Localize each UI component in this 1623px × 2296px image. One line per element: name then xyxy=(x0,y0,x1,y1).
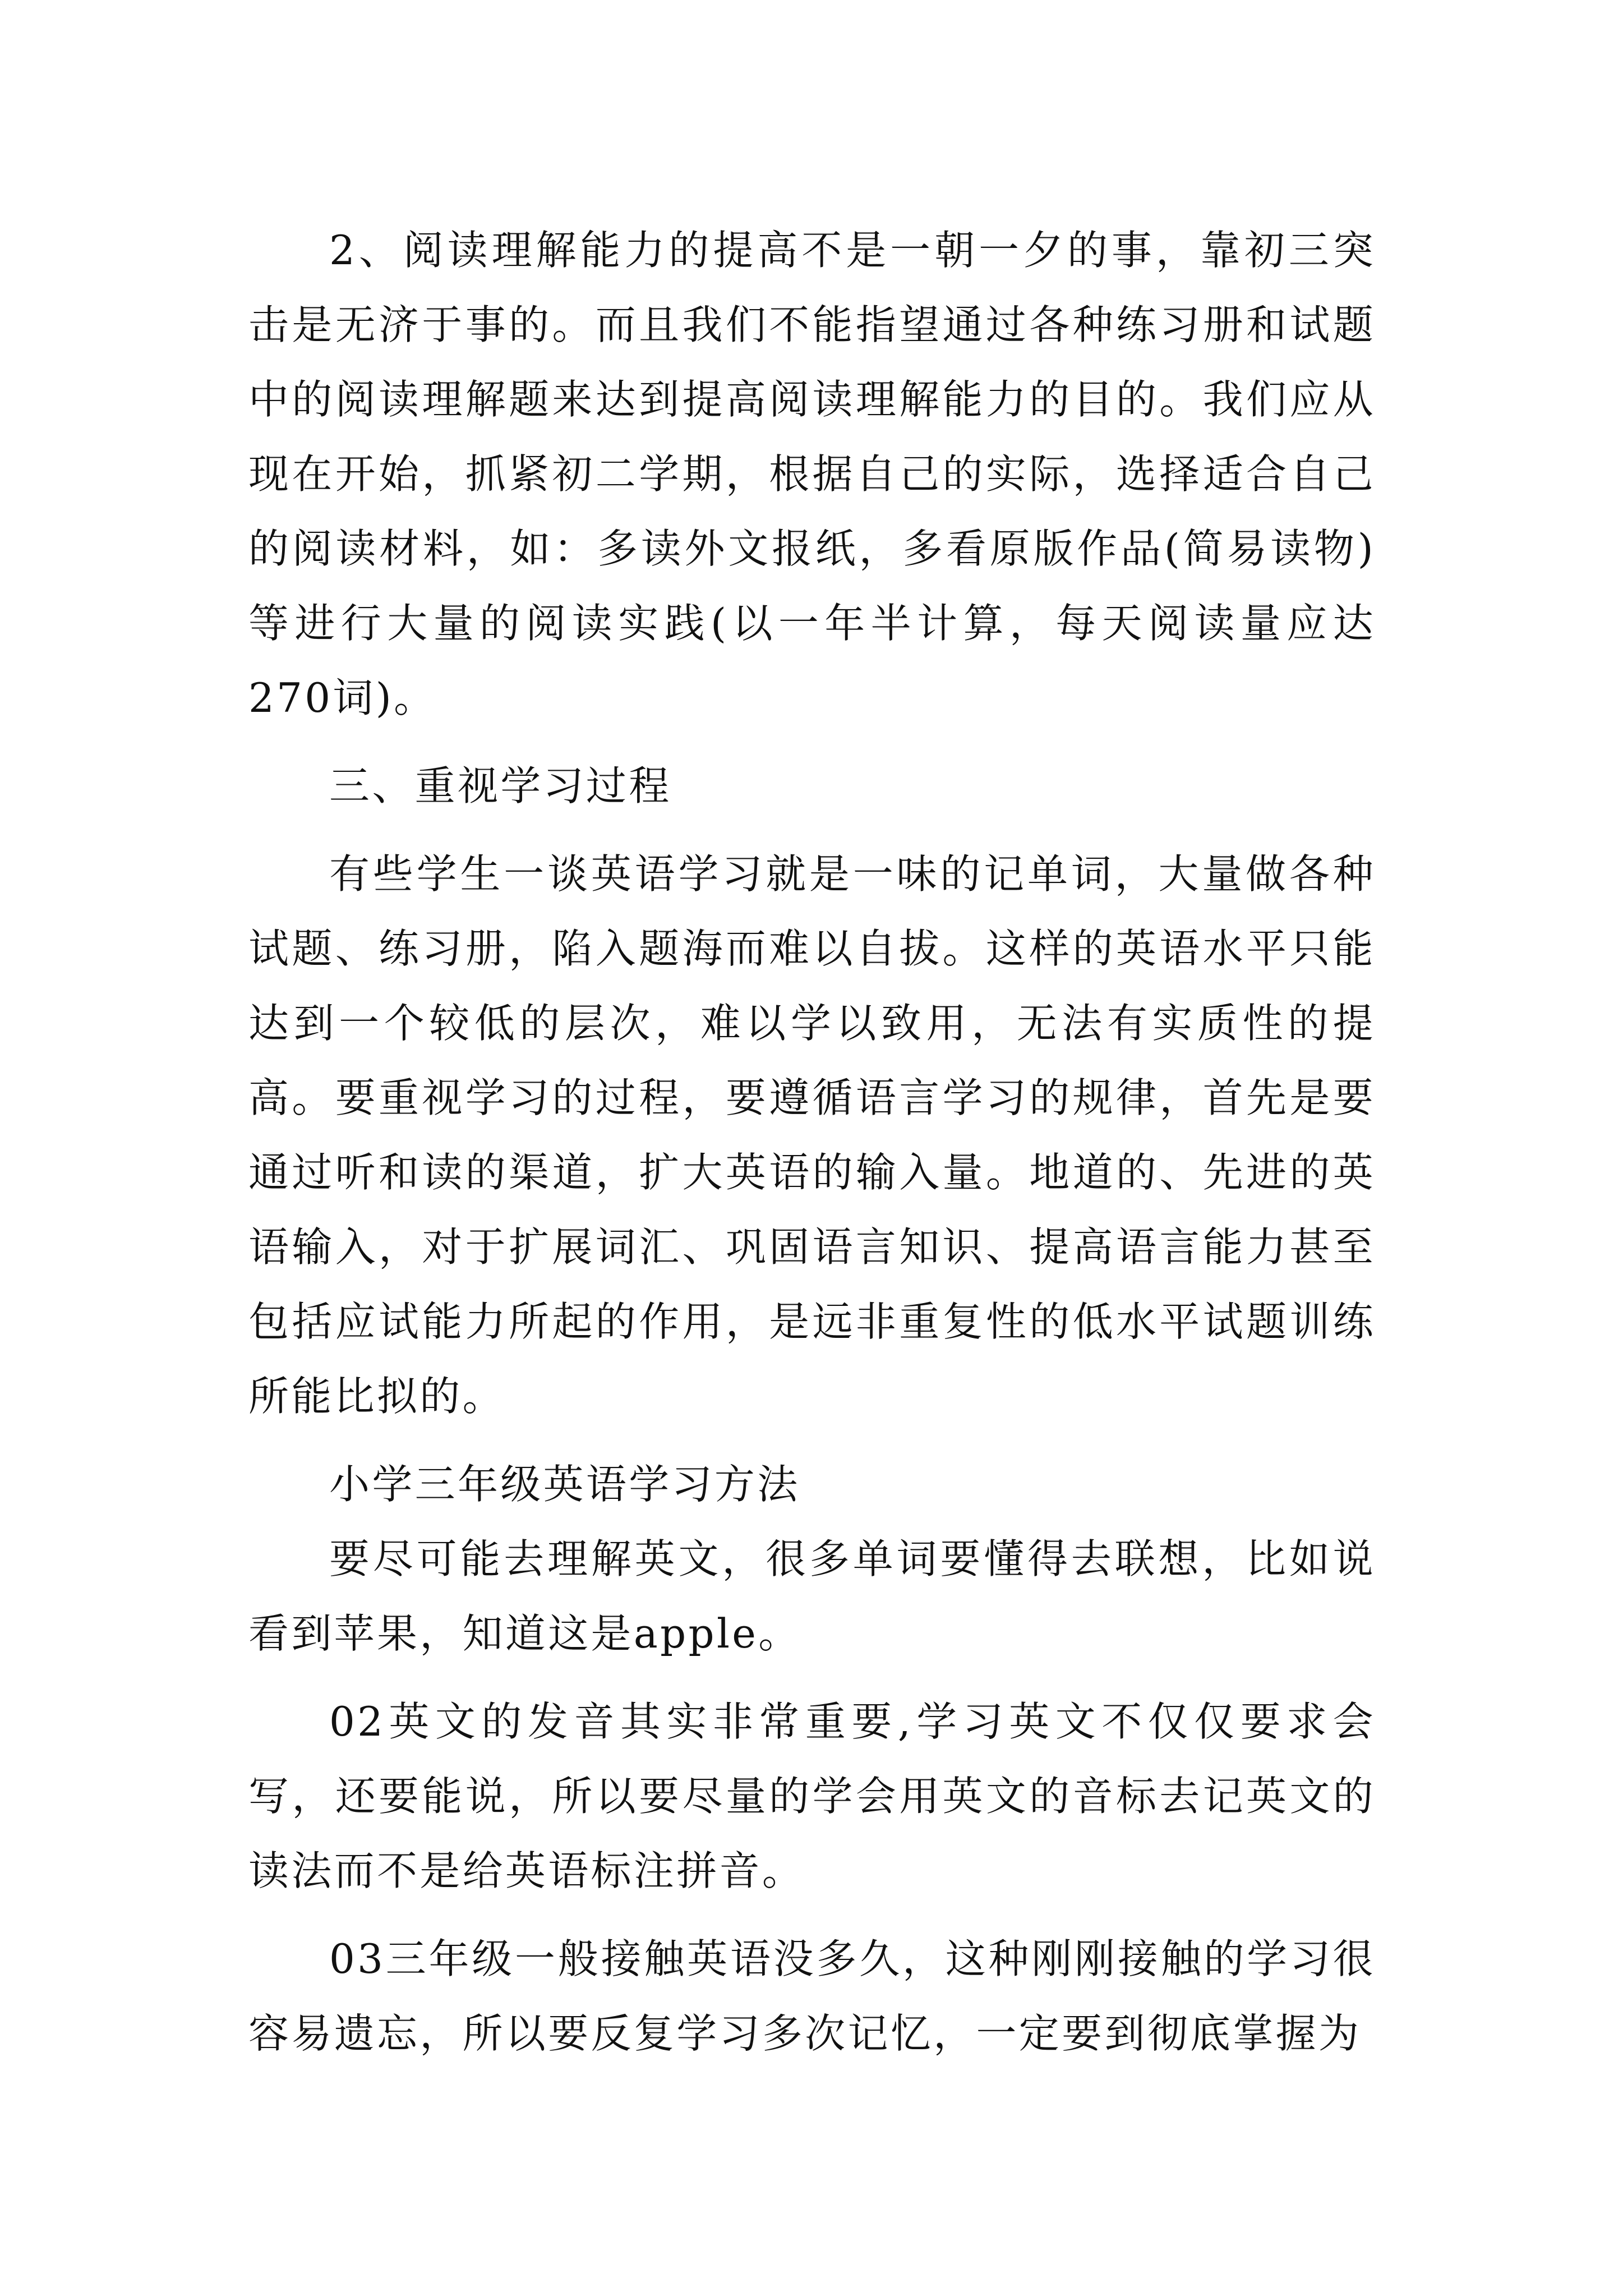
section-heading-learning-process: 三、重视学习过程 xyxy=(329,762,672,809)
paragraph-learning-process: 有些学生一谈英语学习就是一味的记单词，大量做各种试题、练习册，陷入题海而难以自拔。这样的英语水平只能达到一个较低的层次，难以学以致用，无法有实质性的提高。要重视学习的过程，要遵循语言学习的规律，首先是要通过听和读的渠道，扩大英语的输入量。地道的、先进的英语输入，对于扩展词汇、巩固语言知识、提高语言能力甚至包括应试能力所起的作用，是远非重复性的低水平试题训练所能比拟的。 xyxy=(248,850,1376,1420)
paragraph-pronunciation: 02英文的发音其实非常重要,学习英文不仅仅要求会写，还要能说，所以要尽量的学会用英文的音标去记英文的读法而不是给英语标注拼音。 xyxy=(248,1698,1376,1894)
document-body xyxy=(248,213,1376,2071)
section-heading-grade-three-methods: 小学三年级英语学习方法 xyxy=(329,1461,800,1508)
paragraph-reading-comprehension: 2、阅读理解能力的提高不是一朝一夕的事，靠初三突击是无济于事的。而且我们不能指望通过各种练习册和试题中的阅读理解题来达到提高阅读理解能力的目的。我们应从现在开始，抓紧初二学期，根据自己的实际，选择适合自己的阅读材料，如：多读外文报纸，多看原版作品(简易读物)等进行大量的阅读实践(以一年半计算，每天阅读量应达270词)。 xyxy=(248,227,1376,721)
paragraph-understand-english: 要尽可能去理解英文，很多单词要懂得去联想，比如说看到苹果，知道这是apple。 xyxy=(248,1535,1376,1657)
paragraph-repeated-learning: 03三年级一般接触英语没多久，这种刚刚接触的学习很容易遗忘，所以要反复学习多次记忆，一定要到彻底掌握为 xyxy=(248,1935,1376,2057)
